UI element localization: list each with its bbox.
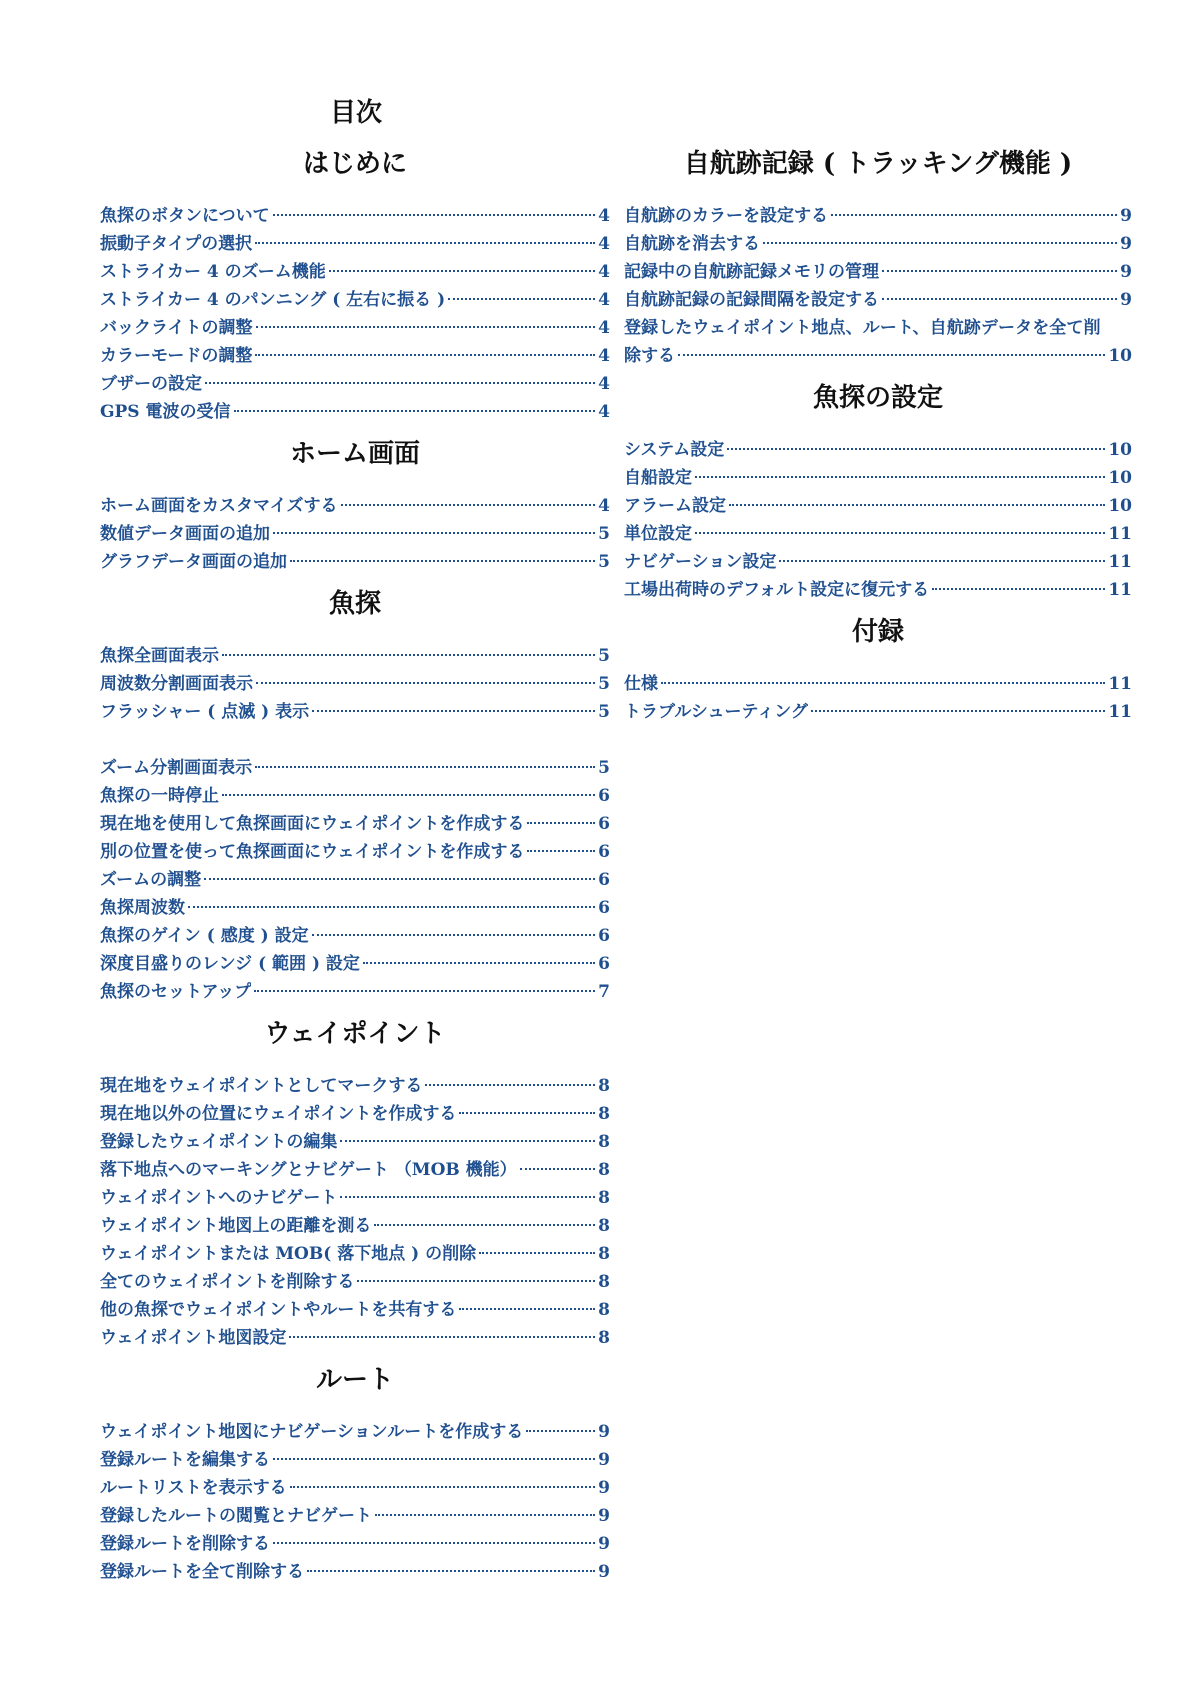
dot-leader — [459, 1112, 595, 1114]
toc-entry-title: 登録したウェイポイントの編集 — [100, 1132, 338, 1152]
dot-leader — [254, 990, 595, 992]
dot-leader — [256, 682, 595, 684]
toc-entry-list — [100, 642, 610, 726]
toc-entry-page-number: 11 — [1108, 702, 1132, 722]
section-spacer — [100, 426, 610, 434]
dot-leader — [312, 934, 596, 936]
toc-entry[interactable] — [100, 202, 610, 230]
toc-entry[interactable] — [624, 286, 1132, 314]
toc-entry-title: ウェイポイント地図設定 — [100, 1328, 287, 1348]
dot-leader — [882, 298, 1117, 300]
dot-leader — [329, 270, 595, 272]
toc-entry-page-number: 8 — [598, 1104, 610, 1124]
toc-entry[interactable] — [100, 370, 610, 398]
toc-entry[interactable] — [100, 670, 610, 698]
toc-entry-title: 自航跡のカラーを設定する — [624, 206, 828, 226]
dot-leader — [205, 382, 595, 384]
dot-leader — [678, 354, 1105, 356]
toc-entry-title: 魚探のゲイン ( 感度 ) 設定 — [100, 926, 309, 946]
toc-entry-page-number: 5 — [598, 552, 610, 572]
toc-entry-title: グラフデータ画面の追加 — [100, 552, 287, 572]
dot-leader — [520, 1168, 595, 1170]
section-spacer — [624, 370, 1132, 378]
toc-entry-page-number: 6 — [598, 786, 610, 806]
toc-entry-page-number: 5 — [598, 702, 610, 722]
toc-entry-page-number: 4 — [598, 346, 610, 366]
toc-entry-title: 別の位置を使って魚探画面にウェイポイントを作成する — [100, 842, 525, 862]
toc-entry-page-number: 7 — [598, 982, 610, 1002]
dot-leader — [425, 1084, 595, 1086]
dot-leader — [234, 410, 596, 412]
toc-entry-title: GPS 電波の受信 — [100, 402, 231, 422]
toc-entry-title: 魚探のボタンについて — [100, 206, 270, 226]
dot-leader — [307, 1570, 595, 1572]
toc-section — [624, 612, 1132, 726]
toc-entry[interactable] — [624, 576, 1132, 604]
blank-spacer — [100, 726, 610, 754]
toc-right-column — [624, 144, 1132, 726]
toc-entry-page-number: 9 — [1120, 234, 1132, 254]
dot-leader — [363, 962, 595, 964]
section-heading: ホーム画面 — [289, 439, 420, 469]
dot-leader — [695, 476, 1105, 478]
toc-entry[interactable] — [100, 1156, 610, 1184]
toc-entry[interactable] — [100, 838, 610, 866]
toc-entry[interactable] — [100, 1418, 610, 1446]
toc-entry-title: 周波数分割画面表示 — [100, 674, 253, 694]
toc-entry-page-number: 9 — [1120, 290, 1132, 310]
toc-entry[interactable] — [624, 258, 1132, 286]
toc-entry-page-number: 10 — [1108, 346, 1132, 366]
toc-entry-title: 現在地を使用して魚探画面にウェイポイントを作成する — [100, 814, 525, 834]
toc-entry-title: トラブルシューティング — [624, 702, 808, 722]
toc-entry-page-number: 8 — [598, 1328, 610, 1348]
toc-entry-title-line2: 除する — [624, 346, 675, 366]
section-spacer — [624, 604, 1132, 612]
dot-leader — [256, 326, 596, 328]
toc-entry-page-number: 6 — [598, 898, 610, 918]
dot-leader — [727, 448, 1105, 450]
dot-leader — [374, 1224, 595, 1226]
toc-entry-title: ナビゲーション設定 — [624, 552, 777, 572]
dot-leader — [459, 1308, 595, 1310]
toc-entry-list — [100, 492, 610, 576]
toc-entry-page-number: 6 — [598, 870, 610, 890]
section-heading: ウェイポイント — [264, 1019, 446, 1049]
toc-section — [100, 1360, 610, 1586]
toc-entry-list — [624, 436, 1132, 604]
toc-entry-page-number: 8 — [598, 1160, 610, 1180]
toc-entry[interactable] — [100, 548, 610, 576]
section-heading: 付録 — [851, 617, 904, 647]
toc-entry-page-number: 9 — [1120, 206, 1132, 226]
toc-section — [100, 584, 610, 1014]
toc-entry-page-number: 8 — [598, 1244, 610, 1264]
dot-leader — [273, 1542, 595, 1544]
toc-entry-list — [100, 754, 610, 1006]
toc-entry[interactable] — [100, 1324, 610, 1352]
dot-leader — [831, 214, 1117, 216]
toc-entry-page-number: 4 — [598, 290, 610, 310]
toc-left-column — [100, 144, 610, 1586]
toc-entry-title: 魚探全画面表示 — [100, 646, 219, 666]
toc-entry[interactable] — [100, 520, 610, 548]
toc-entry[interactable] — [100, 978, 610, 1006]
toc-entry[interactable] — [100, 1128, 610, 1156]
toc-entry-page-number: 11 — [1108, 552, 1132, 572]
toc-entry-title: フラッシャー ( 点滅 ) 表示 — [100, 702, 310, 722]
toc-entry-page-number: 8 — [598, 1300, 610, 1320]
toc-entry[interactable] — [100, 258, 610, 286]
toc-section — [100, 1014, 610, 1360]
toc-entry-page-number: 8 — [598, 1272, 610, 1292]
toc-entry-page-number: 4 — [598, 402, 610, 422]
dot-leader — [932, 588, 1105, 590]
toc-entry[interactable] — [100, 492, 610, 520]
toc-entry-title: 単位設定 — [624, 524, 692, 544]
section-spacer — [100, 576, 610, 584]
toc-entry-list — [624, 670, 1132, 726]
toc-entry-page-number: 5 — [598, 674, 610, 694]
toc-entry-title: 登録したルートの閲覧とナビゲート — [100, 1506, 372, 1526]
dot-leader — [779, 560, 1105, 562]
section-heading: 魚探の設定 — [812, 383, 943, 413]
toc-entry-title: ズーム分割画面表示 — [100, 758, 253, 778]
dot-leader — [255, 354, 595, 356]
toc-entry-title: 自船設定 — [624, 468, 692, 488]
toc-entry-page-number: 8 — [598, 1188, 610, 1208]
dot-leader — [255, 242, 595, 244]
toc-entry[interactable] — [100, 342, 610, 370]
toc-entry[interactable] — [100, 1212, 610, 1240]
toc-entry-title: 登録ルートを全て削除する — [100, 1562, 304, 1582]
toc-entry[interactable] — [100, 1446, 610, 1474]
dot-leader — [290, 1486, 595, 1488]
toc-entry-page-number: 6 — [598, 926, 610, 946]
toc-entry[interactable] — [100, 1240, 610, 1268]
toc-entry[interactable] — [100, 950, 610, 978]
toc-entry-title: ブザーの設定 — [100, 374, 202, 394]
toc-entry-page-number: 11 — [1108, 580, 1132, 600]
dot-leader — [479, 1252, 595, 1254]
toc-entry[interactable] — [624, 492, 1132, 520]
toc-entry-page-number: 4 — [598, 262, 610, 282]
toc-entry-title: 落下地点へのマーキングとナビゲート （MOB 機能） — [100, 1160, 517, 1180]
toc-entry-title: 振動子タイプの選択 — [100, 234, 253, 254]
dot-leader — [357, 1280, 595, 1282]
toc-entry[interactable] — [624, 464, 1132, 492]
page-title: 目次 — [330, 98, 383, 128]
toc-entry[interactable] — [100, 230, 610, 258]
toc-entry-page-number: 6 — [598, 842, 610, 862]
section-heading: ルート — [315, 1365, 394, 1395]
toc-entry-title: 登録ルートを編集する — [100, 1450, 270, 1470]
toc-entry[interactable] — [100, 782, 610, 810]
dot-leader — [188, 906, 595, 908]
toc-entry-page-number: 5 — [598, 758, 610, 778]
toc-entry[interactable] — [100, 922, 610, 950]
toc-entry-title: 現在地以外の位置にウェイポイントを作成する — [100, 1104, 457, 1124]
toc-entry-title: バックライトの調整 — [100, 318, 253, 338]
dot-leader — [255, 766, 595, 768]
dot-leader — [729, 504, 1105, 506]
toc-entry[interactable] — [100, 642, 610, 670]
toc-entry-title: カラーモードの調整 — [100, 346, 253, 366]
section-spacer — [100, 1006, 610, 1014]
toc-entry[interactable] — [100, 398, 610, 426]
dot-leader — [340, 1140, 595, 1142]
dot-leader — [811, 710, 1105, 712]
dot-leader — [290, 560, 595, 562]
dot-leader — [882, 270, 1117, 272]
toc-entry-title: ウェイポイント地図にナビゲーションルートを作成する — [100, 1422, 524, 1442]
section-heading: 魚探 — [328, 589, 381, 619]
toc-entry-title: ズームの調整 — [100, 870, 202, 890]
toc-entry-wrapped[interactable] — [624, 314, 1132, 370]
toc-entry[interactable] — [100, 1072, 610, 1100]
toc-entry[interactable] — [100, 1502, 610, 1530]
toc-entry-title: 仕様 — [624, 674, 658, 694]
toc-entry-page-number: 4 — [598, 374, 610, 394]
dot-leader — [527, 822, 595, 824]
toc-entry-list — [100, 202, 610, 426]
toc-entry-page-number: 4 — [598, 234, 610, 254]
toc-entry-title: アラーム設定 — [624, 496, 726, 516]
toc-entry-title: ウェイポイントまたは MOB( 落下地点 ) の削除 — [100, 1244, 477, 1264]
toc-entry-page-number: 5 — [598, 524, 610, 544]
dot-leader — [527, 850, 595, 852]
toc-entry-title: 魚探のセットアップ — [100, 982, 252, 1002]
toc-entry-title: 深度目盛りのレンジ ( 範囲 ) 設定 — [100, 954, 360, 974]
toc-entry-page-number: 10 — [1108, 440, 1132, 460]
toc-entry-title: 現在地をウェイポイントとしてマークする — [100, 1076, 423, 1096]
toc-entry[interactable] — [624, 698, 1132, 726]
toc-entry-page-number: 9 — [598, 1534, 610, 1554]
toc-entry-page-number: 11 — [1108, 524, 1132, 544]
toc-entry-page-number: 9 — [598, 1450, 610, 1470]
dot-leader — [375, 1514, 595, 1516]
toc-entry[interactable] — [100, 894, 610, 922]
toc-entry[interactable] — [624, 436, 1132, 464]
toc-entry-list — [624, 202, 1132, 314]
toc-entry-page-number: 5 — [598, 646, 610, 666]
toc-entry-page-number: 8 — [598, 1076, 610, 1096]
toc-entry-page-number: 9 — [598, 1422, 610, 1442]
toc-entry[interactable] — [100, 286, 610, 314]
dot-leader — [526, 1430, 595, 1432]
toc-entry-page-number: 4 — [598, 496, 610, 516]
dot-leader — [289, 1336, 595, 1338]
toc-entry[interactable] — [100, 314, 610, 342]
toc-entry-page-number: 8 — [598, 1132, 610, 1152]
toc-section — [624, 144, 1132, 378]
toc-entry[interactable] — [100, 1558, 610, 1586]
dot-leader — [340, 1196, 595, 1198]
toc-entry-page-number: 4 — [598, 318, 610, 338]
dot-leader — [273, 532, 595, 534]
dot-leader — [312, 710, 595, 712]
toc-entry-page-number: 9 — [598, 1562, 610, 1582]
toc-entry[interactable] — [100, 1474, 610, 1502]
toc-entry-title-line1: 登録したウェイポイント地点、ルート、自航跡データを全て削 — [624, 318, 1101, 338]
toc-entry-title: 記録中の自航跡記録メモリの管理 — [624, 262, 879, 282]
dot-leader — [695, 532, 1105, 534]
toc-entry-page-number: 6 — [598, 814, 610, 834]
toc-entry[interactable] — [100, 1100, 610, 1128]
toc-entry[interactable] — [624, 230, 1132, 258]
toc-entry[interactable] — [100, 1530, 610, 1558]
toc-entry[interactable] — [100, 1184, 610, 1212]
toc-entry-line2 — [624, 342, 1132, 370]
dot-leader — [661, 682, 1105, 684]
dot-leader — [341, 504, 596, 506]
toc-section — [100, 144, 610, 434]
toc-entry-title: システム設定 — [624, 440, 725, 460]
toc-entry[interactable] — [100, 1268, 610, 1296]
dot-leader — [763, 242, 1117, 244]
dot-leader — [222, 794, 595, 796]
dot-leader — [222, 654, 595, 656]
toc-entry-title: 魚探周波数 — [100, 898, 185, 918]
toc-entry-title: ストライカー 4 のズーム機能 — [100, 262, 326, 282]
toc-entry-title: 魚探の一時停止 — [100, 786, 219, 806]
toc-entry-page-number: 11 — [1108, 674, 1132, 694]
toc-entry-page-number: 6 — [598, 954, 610, 974]
toc-entry-title: 数値データ画面の追加 — [100, 524, 270, 544]
toc-entry[interactable] — [624, 520, 1132, 548]
toc-entry[interactable] — [100, 1296, 610, 1324]
dot-leader — [204, 878, 595, 880]
toc-entry-list — [100, 1418, 610, 1586]
toc-entry-title: 自航跡記録の記録間隔を設定する — [624, 290, 879, 310]
toc-entry-title: 工場出荷時のデフォルト設定に復元する — [624, 580, 930, 600]
toc-entry[interactable] — [624, 202, 1132, 230]
toc-entry[interactable] — [624, 670, 1132, 698]
dot-leader — [273, 214, 595, 216]
section-spacer — [100, 1352, 610, 1360]
toc-entry-title: ストライカー 4 のパンニング ( 左右に振る ) — [100, 290, 446, 310]
section-heading: はじめに — [302, 149, 407, 179]
toc-entry-title: ホーム画面をカスタマイズする — [100, 496, 338, 516]
toc-entry-title: ルートリストを表示する — [100, 1478, 287, 1498]
toc-entry-title: 自航跡を消去する — [624, 234, 760, 254]
toc-entry-page-number: 9 — [1120, 262, 1132, 282]
toc-entry[interactable] — [100, 698, 610, 726]
toc-entry-page-number: 10 — [1108, 468, 1132, 488]
toc-entry-page-number: 9 — [598, 1478, 610, 1498]
dot-leader — [273, 1458, 595, 1460]
toc-entry-page-number: 8 — [598, 1216, 610, 1236]
toc-entry-page-number: 10 — [1108, 496, 1132, 516]
section-heading: 自航跡記録 ( トラッキング機能 ) — [683, 149, 1073, 179]
toc-entry-title: 登録ルートを削除する — [100, 1534, 270, 1554]
toc-entry[interactable] — [100, 810, 610, 838]
toc-entry[interactable] — [624, 548, 1132, 576]
toc-entry[interactable] — [100, 866, 610, 894]
toc-entry-title: ウェイポイントへのナビゲート — [100, 1188, 338, 1208]
toc-entry-title: 全てのウェイポイントを削除する — [100, 1272, 355, 1292]
toc-section — [100, 434, 610, 584]
toc-entry-title: ウェイポイント地図上の距離を測る — [100, 1216, 372, 1236]
toc-entry-title: 他の魚探でウェイポイントやルートを共有する — [100, 1300, 457, 1320]
dot-leader — [448, 298, 595, 300]
toc-entry-page-number: 4 — [598, 206, 610, 226]
toc-entry-page-number: 9 — [598, 1506, 610, 1526]
toc-entry[interactable] — [100, 754, 610, 782]
toc-section — [624, 378, 1132, 612]
toc-entry-list — [100, 1072, 610, 1352]
